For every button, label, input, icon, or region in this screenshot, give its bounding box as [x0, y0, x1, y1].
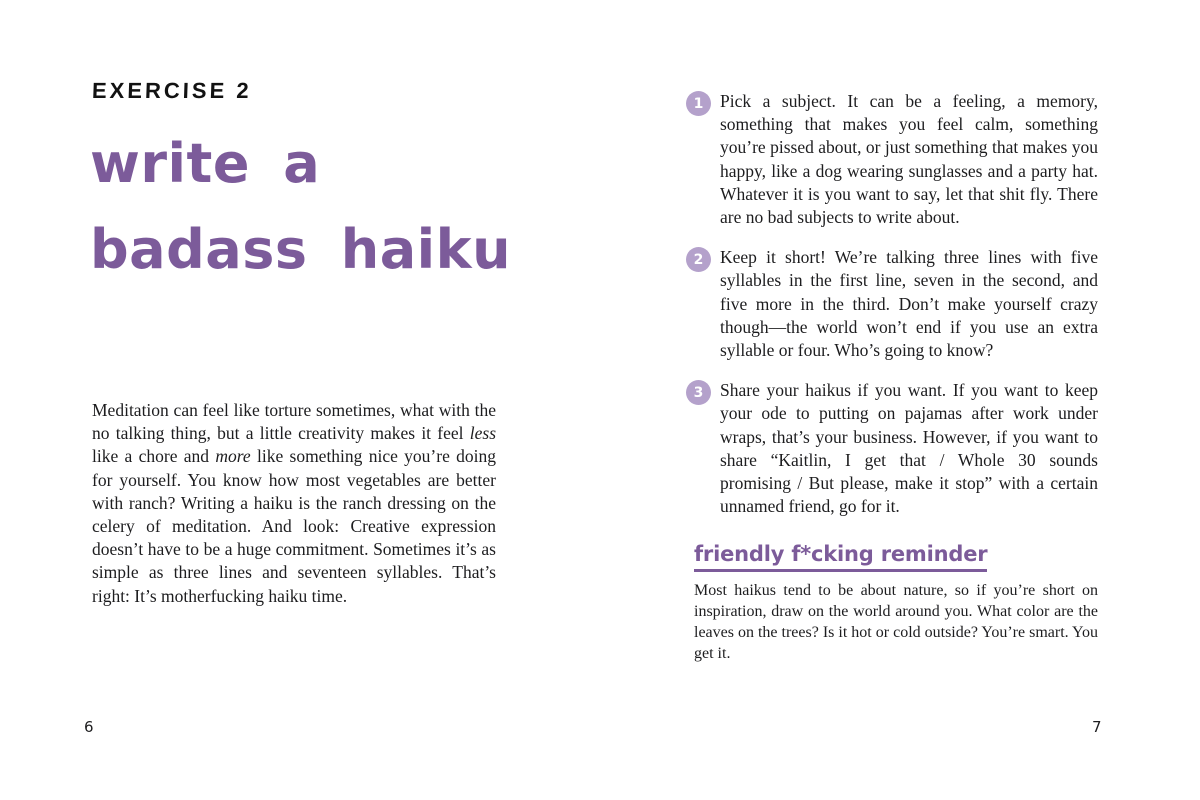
exercise-title — [90, 121, 511, 293]
step-text-3: Share your haikus if you want. If you want to keep your ode to putting on pajamas after work under wraps, that’s your business. However, if you want to share “Kaitlin, I get that / Whole 30 sounds promising / But please, make it stop” with a certain unnamed friend, go for it. — [720, 380, 1098, 517]
page-number-left: 6 — [84, 718, 94, 736]
intro-paragraph — [92, 399, 496, 608]
step-number-badge-2: 2 — [686, 247, 711, 272]
step-item-1 — [686, 90, 1098, 229]
intro-segment: like something nice you’re doing for yourself. You know how most vegetables are better with ranch? Writing a haiku is the ranch dressing on the celery of meditation. And look: Creative expression doesn’t have to be a huge commitment. Sometimes it’s as simple as three lines and seventeen syllables. That’s right: It’s motherfucking haiku time. — [92, 446, 497, 606]
intro-emphasis-more: more — [215, 446, 251, 467]
exercise-title-line1: write a — [90, 132, 321, 195]
steps-list — [686, 90, 1098, 518]
intro-segment: Meditation can feel like torture sometimes, what with the no talking thing, but a little creativity makes it feel — [92, 400, 496, 444]
step-item-2 — [686, 246, 1098, 362]
step-number-badge-3: 3 — [686, 380, 711, 405]
step-number-badge-1: 1 — [686, 91, 711, 116]
page-number-right: 7 — [1092, 718, 1102, 736]
right-column — [686, 90, 1098, 664]
intro-emphasis-less: less — [469, 423, 496, 444]
reminder-body: Most haikus tend to be about nature, so if you’re short on inspiration, draw on the world around you. What color are the leaves on the trees? Is it hot or cold outside? You’re smart. You get it. — [694, 582, 1098, 663]
exercise-title-line2: badass haiku — [90, 218, 512, 281]
step-item-3 — [686, 379, 1098, 518]
step-text-1: Pick a subject. It can be a feeling, a memory, something that makes you feel calm, something you’re pissed about, or just something that makes you happy, like a dog wearing sunglasses and a party hat. Whatever it is you want to say, let that shit fly. There are no bad subjects to write about. — [720, 91, 1098, 228]
exercise-kicker: EXERCISE 2 — [91, 78, 253, 103]
reminder-heading: friendly f*cking reminder — [694, 542, 987, 572]
reminder-section — [686, 542, 1098, 664]
intro-segment: like a chore and — [92, 446, 216, 467]
step-text-2: Keep it short! We’re talking three lines with five syllables in the first line, seven in the second, and five more in the third. Don’t make yourself crazy though—the world won’t end if you use an extra syllable or four. Who’s going to know? — [720, 247, 1098, 361]
